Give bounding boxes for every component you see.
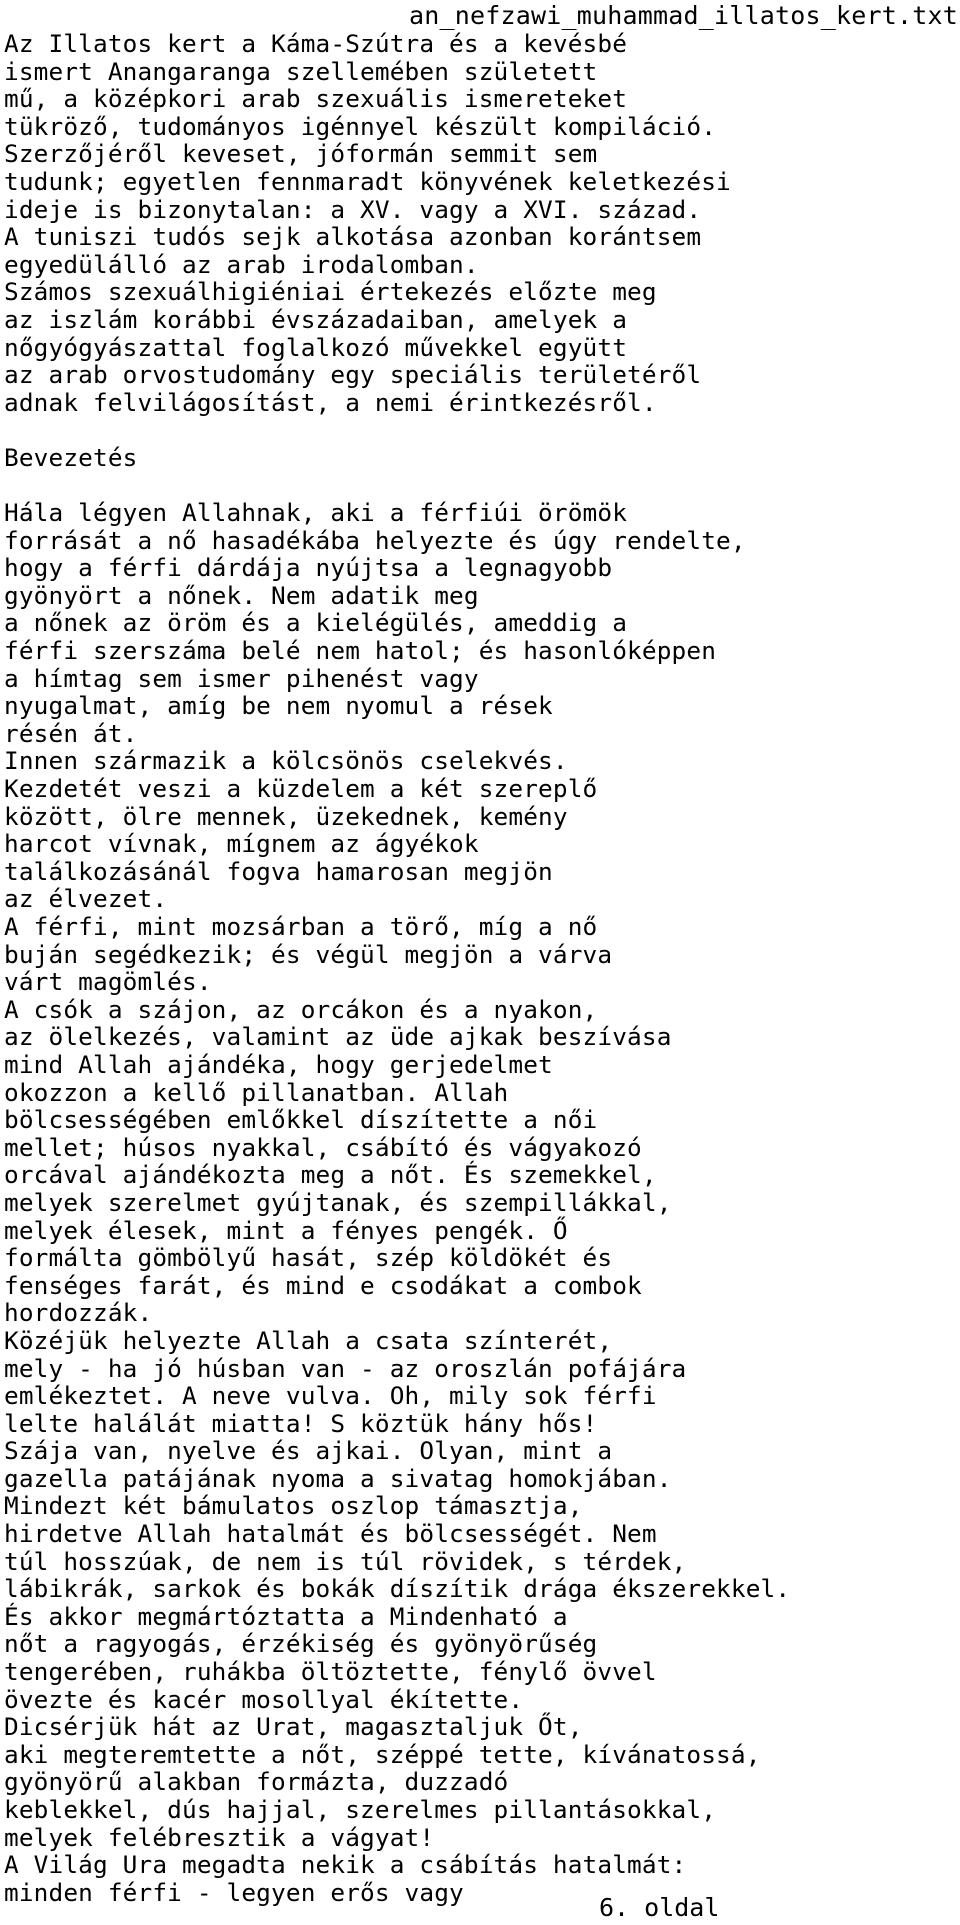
- text-line: Közéjük helyezte Allah a csata színterét,: [4, 1325, 613, 1355]
- text-line: Dicsérjük hát az Urat, magasztaljuk Őt,: [4, 1712, 583, 1742]
- text-line: melyek szerelmet gyújtanak, és szempillákkal,: [4, 1187, 672, 1217]
- intro-line: ismert Anangaranga szellemében született: [4, 56, 598, 86]
- document-filename: an_nefzawi_muhammad_illatos_kert.txt: [408, 1, 958, 30]
- text-line: buján segédkezik; és végül megjön a várva: [4, 939, 613, 969]
- text-line: gazella patájának nyoma a sivatag homokjában.: [4, 1463, 672, 1493]
- text-line: Mindezt két bámulatos oszlop támasztja,: [4, 1491, 583, 1521]
- text-line: tengerében, ruhákba öltöztette, fénylő övvel: [4, 1657, 657, 1687]
- text-line: melyek felébresztik a vágyat!: [4, 1822, 435, 1852]
- text-line: a hímtag sem ismer pihenést vagy: [4, 663, 479, 693]
- text-line: Szája van, nyelve és ajkai. Olyan, mint a: [4, 1436, 613, 1466]
- text-line: fenséges farát, és mind e csodákat a combok: [4, 1270, 642, 1300]
- blank-line: [4, 472, 956, 500]
- intro-line: adnak felvilágosítást, a nemi érintkezésről.: [4, 387, 657, 417]
- text-line: mely - ha jó húsban van - az oroszlán pofájára: [4, 1353, 687, 1383]
- text-line: A csók a szájon, az orcákon és a nyakon,: [4, 994, 598, 1024]
- intro-line: tudunk; egyetlen fennmaradt könyvének keletkezési: [4, 166, 731, 196]
- text-line: férfi szerszáma belé nem hatol; és hasonlóképpen: [4, 636, 717, 666]
- text-line: mellet; húsos nyakkal, csábító és vágyakozó: [4, 1132, 642, 1162]
- text-line: hirdetve Allah hatalmát és bölcsességét. Nem: [4, 1519, 657, 1549]
- text-line: mind Allah ajándéka, hogy gerjedelmet: [4, 1049, 553, 1079]
- intro-line: mű, a középkori arab szexuális ismereteket: [4, 84, 628, 114]
- text-line: A férfi, mint mozsárban a törő, míg a nő: [4, 912, 598, 941]
- intro-line: az arab orvostudomány egy speciális területéről: [4, 360, 702, 390]
- text-line: minden férfi - legyen erős vagy: [4, 1877, 464, 1907]
- text-line: hogy a férfi dárdája nyújtsa a legnagyobb: [4, 553, 613, 583]
- text-line: orcával ajándékozta meg a nőt. És szemekkel,: [4, 1160, 657, 1190]
- text-line: az élvezet.: [4, 884, 168, 914]
- text-line: formálta gömbölyű hasát, szép köldökét és: [4, 1243, 613, 1273]
- text-line: nőt a ragyogás, érzékiség és gyönyörűség: [4, 1629, 598, 1659]
- section-title: Bevezetés: [4, 442, 138, 472]
- intro-line: egyedülálló az arab irodalomban.: [4, 249, 479, 279]
- text-line: nyugalmat, amíg be nem nyomul a rések: [4, 691, 553, 721]
- text-line: Kezdetét veszi a küzdelem a két szereplő: [4, 774, 598, 804]
- intro-paragraph: [4, 30, 956, 416]
- intro-line: nőgyógyászattal foglalkozó művekkel együtt: [4, 332, 628, 362]
- blank-line: [4, 416, 956, 444]
- text-line: résén át.: [4, 718, 138, 748]
- text-line: túl hosszúak, de nem is túl rövidek, s térdek,: [4, 1546, 687, 1576]
- text-line: gyönyörű alakban formázta, duzzadó: [4, 1767, 509, 1797]
- text-line: hordozzák.: [4, 1298, 153, 1328]
- intro-line: az iszlám korábbi évszázadaiban, amelyek a: [4, 304, 628, 334]
- text-line: várt magömlés.: [4, 967, 212, 997]
- text-line: lelte halálát miatta! S köztük hány hős!: [4, 1408, 598, 1438]
- text-line: Hála légyen Allahnak, aki a férfiúi örömök: [4, 498, 628, 528]
- text-line: A Világ Ura megadta nekik a csábítás hatalmát:: [4, 1850, 687, 1880]
- intro-line: A tuniszi tudós sejk alkotása azonban korántsem: [4, 222, 702, 252]
- text-line: És akkor megmártóztatta a Mindenható a: [4, 1601, 568, 1631]
- text-line: övezte és kacér mosollyal ékítette.: [4, 1684, 524, 1714]
- text-line: melyek élesek, mint a fényes pengék. Ő: [4, 1215, 568, 1245]
- text-line: gyönyört a nőnek. Nem adatik meg: [4, 580, 479, 610]
- text-line: aki megteremtette a nőt, széppé tette, kívánatossá,: [4, 1739, 761, 1769]
- text-line: az ölelkezés, valamint az üde ajkak beszívása: [4, 1022, 672, 1052]
- document-body: [4, 30, 956, 1906]
- page-number: 6. oldal: [599, 1893, 720, 1922]
- text-line: Innen származik a kölcsönös cselekvés.: [4, 746, 568, 776]
- text-line: forrását a nő hasadékába helyezte és úgy rendelte,: [4, 525, 746, 555]
- text-line: bölcsességében emlőkkel díszítette a női: [4, 1105, 598, 1135]
- text-line: lábikrák, sarkok és bokák díszítik drága ékszerekkel.: [4, 1574, 791, 1604]
- text-line: harcot vívnak, mígnem az ágyékok: [4, 829, 479, 859]
- intro-line: ideje is bizonytalan: a XV. vagy a XVI. század.: [4, 194, 702, 224]
- intro-line: Számos szexuálhigiéniai értekezés előzte meg: [4, 277, 657, 307]
- intro-line: tükröző, tudományos igénnyel készült kompiláció.: [4, 111, 717, 141]
- main-text: [4, 499, 956, 1906]
- intro-line: Az Illatos kert a Káma-Szútra és a kevésbé: [4, 29, 628, 58]
- text-line: találkozásánál fogva hamarosan megjön: [4, 856, 553, 886]
- intro-line: Szerzőjéről keveset, jóformán semmit sem: [4, 139, 598, 169]
- text-line: a nőnek az öröm és a kielégülés, ameddig a: [4, 608, 628, 638]
- text-line: keblekkel, dús hajjal, szerelmes pillantásokkal,: [4, 1795, 717, 1824]
- text-line: okozzon a kellő pillanatban. Allah: [4, 1077, 509, 1107]
- text-line: emlékeztet. A neve vulva. Oh, mily sok férfi: [4, 1381, 657, 1411]
- text-line: között, ölre mennek, üzekednek, kemény: [4, 801, 568, 831]
